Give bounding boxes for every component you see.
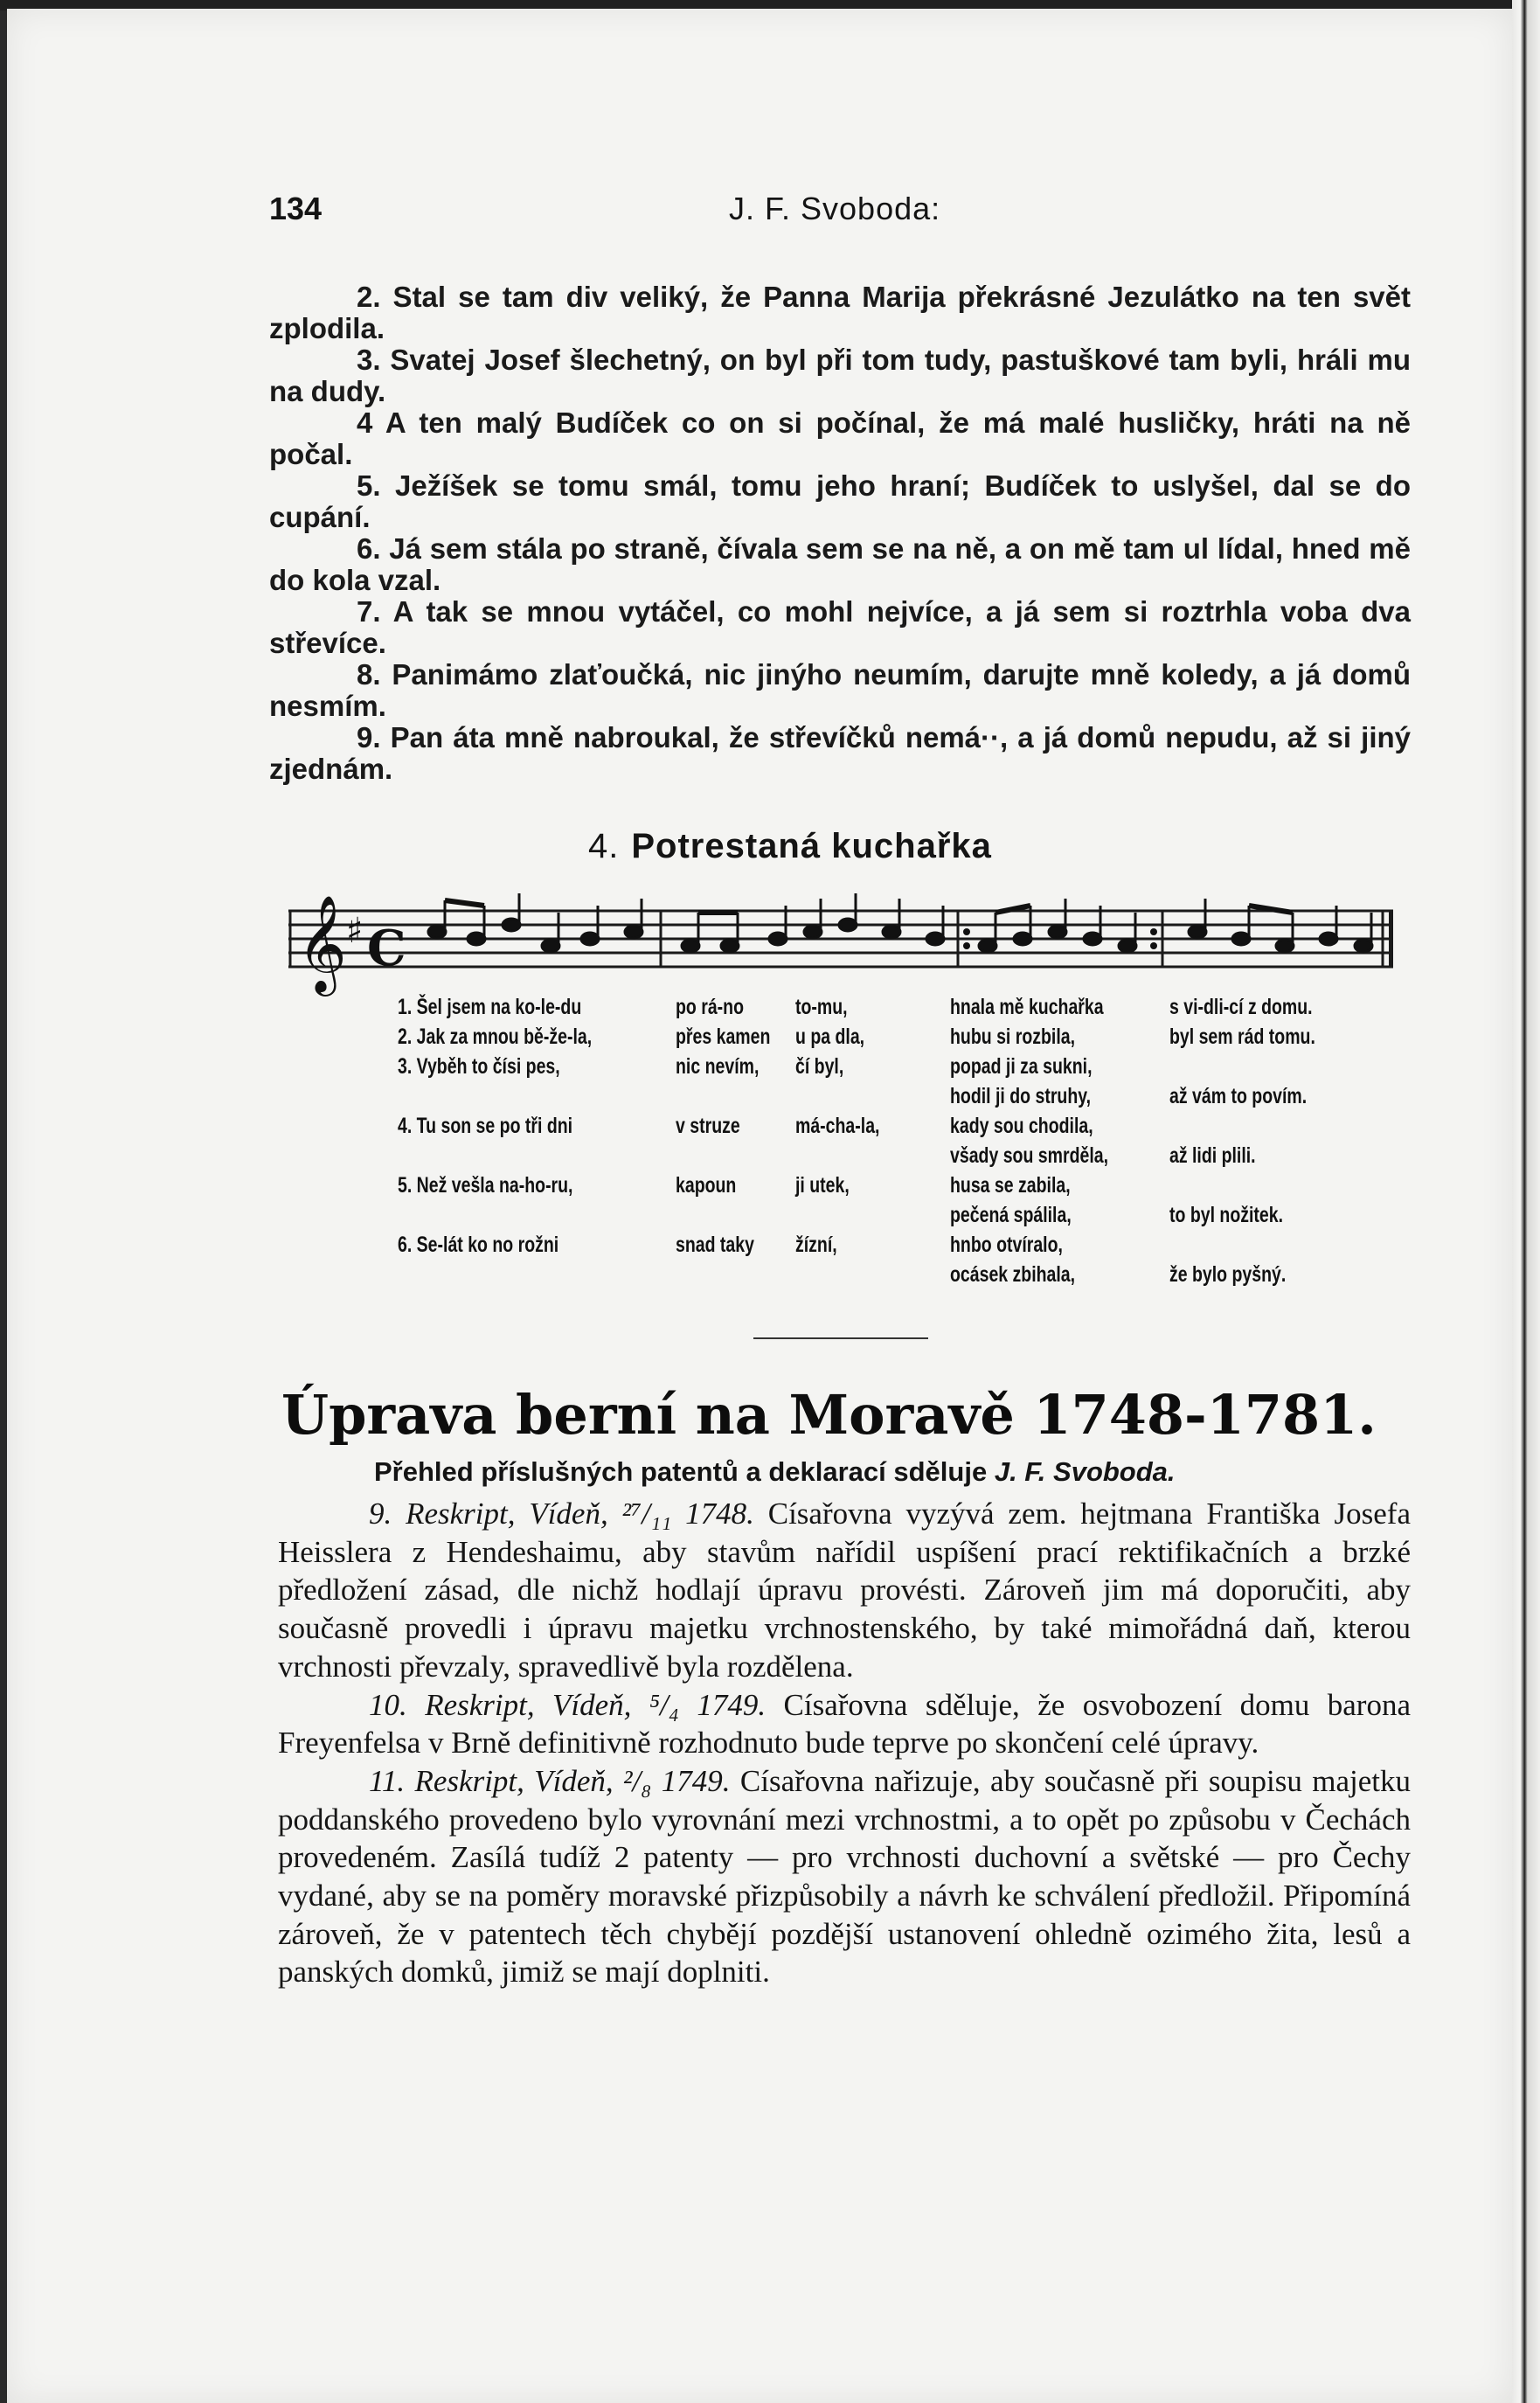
rescript-reference: 10. Reskript, Vídeň, ⁵/₄ 1749. xyxy=(369,1687,767,1722)
lyrics-cell: 3. Vyběh to čísi pes, xyxy=(398,1054,560,1079)
lyrics-cell: pečená spálila, xyxy=(950,1203,1072,1227)
article-title: Úprava berní na Moravě 1748-1781. xyxy=(281,1383,1377,1447)
verse: 6. Já sem stála po straně, čívala sem se na ně, a on mě tam ul lídal, hned mě do kola vzal. xyxy=(269,532,1411,596)
rescript-reference: 11. Reskript, Vídeň, ²/₈ 1749. xyxy=(369,1763,731,1798)
lyrics-cell: má-cha-la, xyxy=(795,1114,880,1138)
lyrics-cell: 5. Než vešla na-ho-ru, xyxy=(398,1173,573,1198)
lyrics-cell: kapoun xyxy=(676,1173,737,1198)
lyrics-cell: 2. Jak za mnou bě-že-la, xyxy=(398,1024,593,1049)
subtitle-author: J. F. Svoboda. xyxy=(994,1456,1176,1487)
lyrics-cell: hnbo otvíralo, xyxy=(950,1233,1063,1257)
common-time-icon: C xyxy=(367,920,406,977)
lyrics-cell: kady sou chodila, xyxy=(950,1114,1093,1138)
lyrics-cell: ji utek, xyxy=(795,1173,850,1198)
lyrics-cell: čí byl, xyxy=(795,1054,844,1079)
verse: 3. Svatej Josef šlechetný, on byl při tom tudy, pastuškové tam byli, hráli mu na dudy. xyxy=(269,344,1411,407)
lyrics-cell: hnala mě kuchařka xyxy=(950,995,1104,1019)
song-title-text: Potrestaná kuchařka xyxy=(631,827,992,865)
verse: 5. Ježíšek se tomu smál, tomu jeho hraní; Budíček to uslyšel, dal se do cupání. xyxy=(269,469,1411,533)
sharp-icon: ♯ xyxy=(346,911,364,951)
music-staff xyxy=(288,881,1393,997)
rescript-reference: 9. Reskript, Vídeň, ²⁷/₁₁ 1748. xyxy=(369,1497,754,1531)
lyrics-cell: všady sou smrděla, xyxy=(950,1143,1109,1168)
lyrics-cell: s vi-dli-cí z domu. xyxy=(1169,995,1313,1019)
verse: 4 A ten malý Budíček co on si počínal, že má malé husličky, hráti na ně počal. xyxy=(269,406,1411,470)
subtitle-text: Přehled příslušných patentů a deklarací sděluje xyxy=(374,1456,988,1487)
song-lyrics xyxy=(398,995,1403,1292)
article-body xyxy=(278,1495,1411,1991)
section-divider xyxy=(753,1337,928,1339)
lyrics-cell: žízní, xyxy=(795,1233,837,1257)
lyrics-cell: 4. Tu son se po tři dni xyxy=(398,1114,573,1138)
lyrics-row xyxy=(398,1233,1403,1262)
lyrics-cell: 6. Se-lát ko no rožni xyxy=(398,1233,559,1257)
song-number: 4. xyxy=(588,827,620,865)
paragraph-text: Císařovna vyzývá zem. hejtmana Františka Josefa Heisslera z Hendeshaimu, aby stavům nařídil uspíšení prací rektifikačních a brzké předložení zásad, dle nichž hodlají úpravu provésti. Zároveň jim má doporučiti, aby současně provedli i úpravu majetku vrchnostenského, by také mimořádná daň, kterou vrchnosti převzaly, spravedlivě byla rozdělena. xyxy=(278,1497,1411,1684)
verse: 2. Stal se tam div veliký, že Panna Marija překrásné Jezulátko na ten svět zplodila. xyxy=(269,281,1411,344)
lyrics-row xyxy=(398,995,1403,1024)
carol-verses xyxy=(269,281,1411,785)
lyrics-cell: po rá-no xyxy=(676,995,744,1019)
lyrics-cell: ocásek zbihala, xyxy=(950,1262,1076,1287)
lyrics-row xyxy=(398,1084,1403,1114)
article-subtitle xyxy=(374,1456,1176,1488)
lyrics-cell: až vám to povím. xyxy=(1169,1084,1308,1108)
lyrics-row xyxy=(398,1024,1403,1054)
paragraph-text: Císařovna sděluje, že osvobození domu barona Freyenfelsa v Brně definitivně rozhodnuto bude teprve po skončení celé úpravy. xyxy=(278,1687,1411,1761)
lyrics-cell: to-mu, xyxy=(795,995,848,1019)
lyrics-cell: husa se zabila, xyxy=(950,1173,1071,1198)
article-paragraph xyxy=(278,1495,1411,1686)
lyrics-cell: hubu si rozbila, xyxy=(950,1024,1076,1049)
lyrics-cell: byl sem rád tomu. xyxy=(1169,1024,1315,1049)
lyrics-cell: popad ji za sukni, xyxy=(950,1054,1093,1079)
scan-right-edge xyxy=(1512,0,1540,2403)
page-header xyxy=(269,191,1405,243)
lyrics-row xyxy=(398,1143,1403,1173)
lyrics-row xyxy=(398,1262,1403,1292)
lyrics-cell: snad taky xyxy=(676,1233,754,1257)
running-head: J. F. Svoboda: xyxy=(729,191,941,226)
treble-clef-icon: 𝄞 xyxy=(297,894,347,992)
lyrics-cell: 1. Šel jsem na ko-le-du xyxy=(398,995,582,1019)
lyrics-cell: hodil ji do struhy, xyxy=(950,1084,1092,1108)
lyrics-cell: to byl nožitek. xyxy=(1169,1203,1284,1227)
verse: 9. Pan áta mně nabroukal, že střevíčků nemá··, a já domů nepudu, až si jiný zjednám. xyxy=(269,721,1411,785)
lyrics-cell: v struze xyxy=(676,1114,740,1138)
paragraph-text: Císařovna nařizuje, aby současně při soupisu majetku poddanského provedeno bylo vyrovnání mezi vrchnostmi, a to opět po způsobu v Čechách provedeném. Zasílá tudíž 2 patenty — pro vrchnosti duchovní a světské — pro Čechy vydané, aby se na poměry moravské přizpůsobily a návrh ke schválení předložil. Připomíná zároveň, že v patentech těch chybějí pozdější ustanovení ohledně ozimého žita, lesů a panských domků, jimiž se mají doplniti. xyxy=(278,1763,1411,1990)
article-paragraph xyxy=(278,1686,1411,1762)
lyrics-cell: že bylo pyšný. xyxy=(1169,1262,1287,1287)
song-title xyxy=(588,827,992,866)
lyrics-row xyxy=(398,1114,1403,1143)
lyrics-cell: přes kamen xyxy=(676,1024,771,1049)
article-paragraph xyxy=(278,1762,1411,1991)
verse: 7. A tak se mnou vytáčel, co mohl nejvíce, a já sem si roztrhla voba dva střevíce. xyxy=(269,595,1411,659)
page-number: 134 xyxy=(269,191,323,226)
lyrics-row xyxy=(398,1203,1403,1233)
lyrics-row xyxy=(398,1054,1403,1084)
lyrics-cell: až lidi plili. xyxy=(1169,1143,1256,1168)
lyrics-cell: nic nevím, xyxy=(676,1054,760,1079)
verse: 8. Panimámo zlaťoučká, nic jinýho neumím, darujte mně koledy, a já domů nesmím. xyxy=(269,658,1411,722)
lyrics-row xyxy=(398,1173,1403,1203)
lyrics-cell: u pa dla, xyxy=(795,1024,865,1049)
